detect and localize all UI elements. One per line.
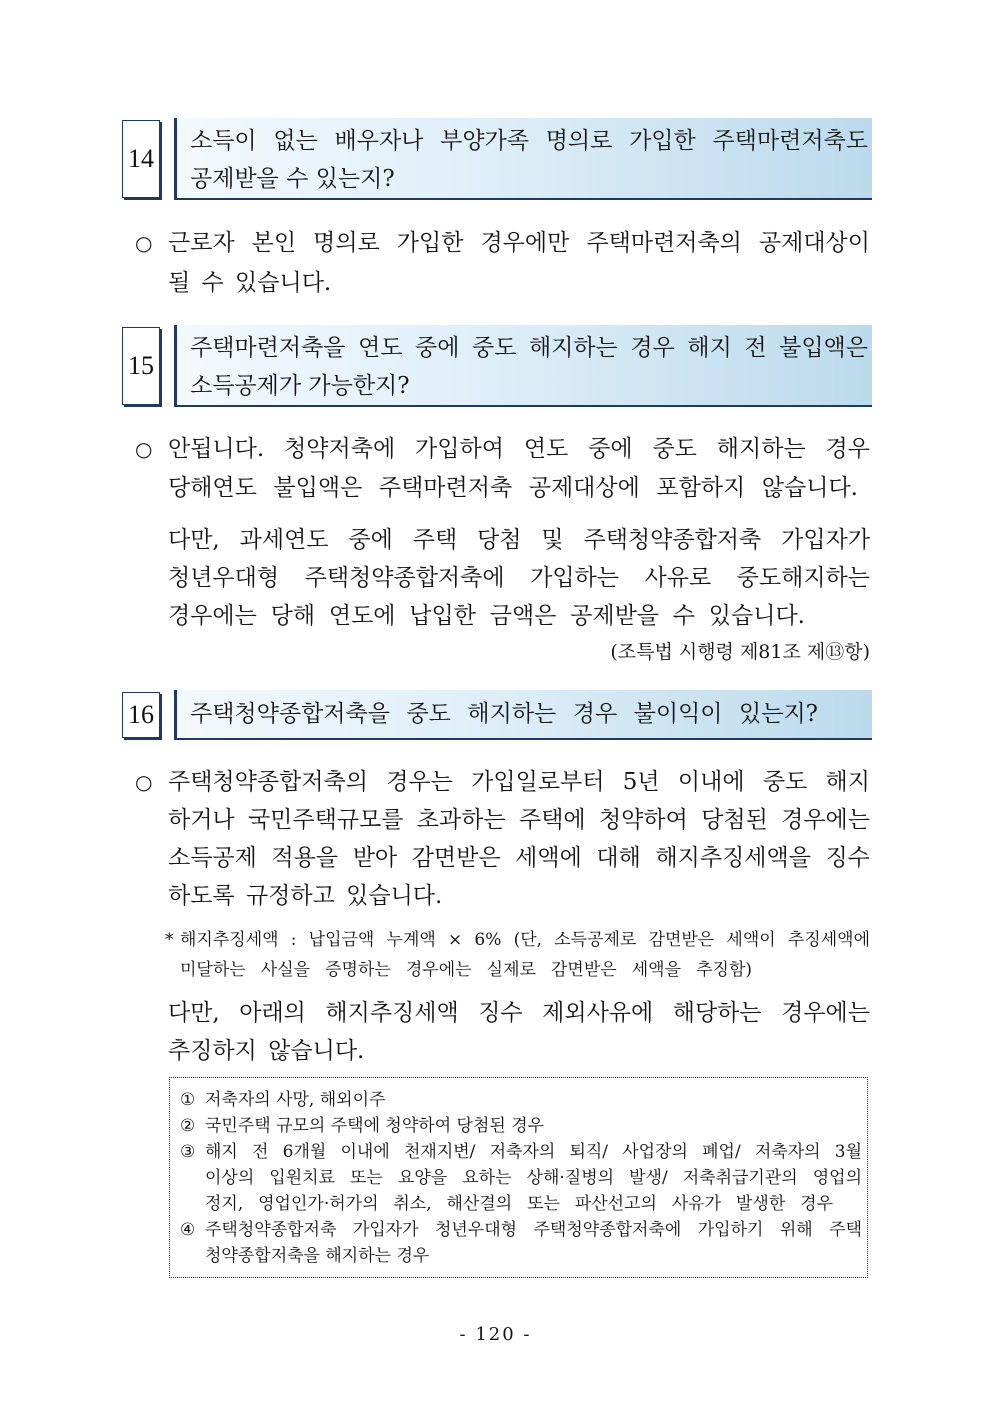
answer-line: 될 수 있습니다. xyxy=(168,270,332,296)
answer-line: 하거나 국민주택규모를 초과하는 주택에 청약하여 당첨된 경우에는 xyxy=(168,807,870,833)
list-marker: ① xyxy=(180,1090,196,1110)
question-number-box xyxy=(122,692,160,738)
list-item-line: 해지 전 6개월 이내에 천재지변/ 저축자의 퇴직/ 사업장의 폐업/ 저축자의 3월 xyxy=(205,1142,862,1162)
bullet-circle: ○ xyxy=(135,770,153,794)
list-item xyxy=(170,1087,867,1113)
answer-paragraph xyxy=(168,763,870,915)
question-number: 16 xyxy=(128,700,154,729)
footnote-line: 미달하는 사실을 증명하는 경우에는 실제로 감면받은 세액을 추징함) xyxy=(180,960,752,980)
list-item xyxy=(170,1113,867,1139)
note-asterisk: * xyxy=(165,930,174,950)
answer-line: 안됩니다. 청약저축에 가입하여 연도 중에 중도 해지하는 경우 xyxy=(168,436,870,462)
answer-paragraph xyxy=(168,994,870,1070)
answer-line: 소득공제 적용을 받아 감면받은 세액에 대해 해지추징세액을 징수 xyxy=(168,845,870,871)
answer-paragraph xyxy=(168,223,870,303)
bullet-circle: ○ xyxy=(135,231,153,255)
question-title-box xyxy=(174,118,872,200)
answer-line: 경우에는 당해 연도에 납입한 금액은 공제받을 수 있습니다. xyxy=(168,603,805,629)
bullet-circle: ○ xyxy=(135,437,153,461)
answer-line: 추징하지 않습니다. xyxy=(168,1038,365,1064)
question-title-box xyxy=(174,690,872,740)
list-item-line: 이상의 입원치료 또는 요양을 요하는 상해·질병의 발생/ 저축취급기관의 영업의 xyxy=(205,1168,862,1188)
question-number: 14 xyxy=(128,144,154,173)
answer-line: 주택청약종합저축의 경우는 가입일로부터 5년 이내에 중도 해지 xyxy=(168,769,870,795)
list-item-line: 주택청약종합저축 가입자가 청년우대형 주택청약종합저축에 가입하기 위해 주택 xyxy=(205,1220,862,1240)
list-item-line: 정지, 영업인가·허가의 취소, 해산결의 또는 파산선고의 사유가 발생한 경우 xyxy=(205,1194,833,1214)
answer-line: 청년우대형 주택청약종합저축에 가입하는 사유로 중도해지하는 xyxy=(168,565,870,591)
answer-line: 당해연도 불입액은 주택마련저축 공제대상에 포함하지 않습니다. xyxy=(168,475,858,501)
footnote-line: 해지추징세액 : 납입금액 누계액 × 6% (단, 소득공제로 감면받은 세액이 추징세액에 xyxy=(180,930,870,950)
question-number-box xyxy=(122,327,160,405)
footnote xyxy=(180,925,870,985)
legal-reference: (조특법 시행령 제81조 제⑬항) xyxy=(610,641,870,663)
answer-line: 하도록 규정하고 있습니다. xyxy=(168,883,443,909)
answer-line: 근로자 본인 명의로 가입한 경우에만 주택마련저축의 공제대상이 xyxy=(168,230,870,256)
answer-line: 다만, 과세연도 중에 주택 당첨 및 주택청약종합저축 가입자가 xyxy=(168,527,870,553)
list-marker: ② xyxy=(180,1116,196,1136)
list-item-line: 저축자의 사망, 해외이주 xyxy=(205,1090,386,1110)
question-number-box xyxy=(122,120,160,198)
question-line: 주택청약종합저축을 중도 해지하는 경우 불이익이 있는지? xyxy=(190,701,818,727)
question-line: 공제받을 수 있는지? xyxy=(190,166,395,192)
question-line: 소득이 없는 배우자나 부양가족 명의로 가입한 주택마련저축도 xyxy=(190,128,868,154)
answer-paragraph xyxy=(168,521,870,635)
list-marker: ④ xyxy=(180,1220,196,1240)
list-item-line: 청약종합저축을 해지하는 경우 xyxy=(205,1246,430,1266)
list-item xyxy=(170,1139,867,1217)
answer-paragraph xyxy=(168,430,870,508)
question-line: 주택마련저축을 연도 중에 중도 해지하는 경우 해지 전 불입액은 xyxy=(190,335,868,361)
question-number: 15 xyxy=(128,351,154,380)
answer-line: 다만, 아래의 해지추징세액 징수 제외사유에 해당하는 경우에는 xyxy=(168,1000,870,1026)
list-item-line: 국민주택 규모의 주택에 청약하여 당첨된 경우 xyxy=(205,1116,545,1136)
page-number: - 120 - xyxy=(459,1324,532,1345)
question-line: 소득공제가 가능한지? xyxy=(190,373,410,399)
question-title-box xyxy=(174,325,872,407)
list-marker: ③ xyxy=(180,1142,196,1162)
list-item xyxy=(170,1217,867,1269)
exclusion-list-box xyxy=(169,1077,868,1278)
